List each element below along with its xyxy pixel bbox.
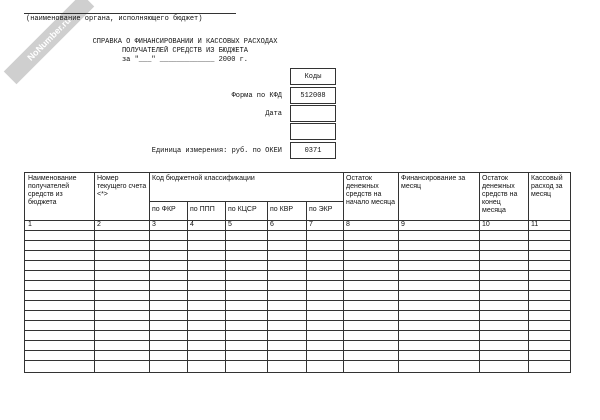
table-row	[25, 330, 570, 331]
col-divider	[149, 173, 150, 372]
header-balance-start: Остаток денежных средств на начало месяца	[346, 175, 396, 206]
unit-code-cell	[290, 142, 336, 159]
col-divider	[94, 173, 95, 372]
header-recipient-name: Наименование получателей средств из бюджета	[28, 175, 77, 206]
header-cash-expense: Кассовый расход за месяц	[531, 175, 563, 198]
doc-title-line1: СПРАВКА О ФИНАНСИРОВАНИИ И КАССОВЫХ РАСХОДАХ	[92, 38, 278, 46]
form-code-value: 512008	[300, 91, 326, 100]
table-row	[25, 300, 570, 301]
column-number: 11	[531, 221, 539, 228]
column-number: 10	[482, 221, 490, 228]
unit-code-value: 0371	[304, 146, 322, 155]
header-fkr: по ФКР	[152, 206, 176, 213]
blank-code-cell	[290, 123, 336, 140]
column-number: 2	[97, 221, 101, 228]
column-number: 9	[401, 221, 405, 228]
header-account-number: Номер текущего счета <*>	[97, 175, 147, 198]
form-label: Форма по КФД	[231, 92, 282, 100]
col-divider	[267, 201, 268, 372]
codes-header: Коды	[304, 72, 322, 81]
col-divider	[343, 173, 344, 372]
table-row	[25, 340, 570, 341]
date-code-cell	[290, 105, 336, 122]
table-row	[25, 360, 570, 361]
column-number: 4	[190, 221, 194, 228]
table-row	[25, 250, 570, 251]
column-number: 1	[28, 221, 32, 228]
finance-table	[24, 172, 571, 373]
date-label: Дата	[265, 110, 282, 118]
table-row	[25, 280, 570, 281]
org-caption: (наименование органа, исполняющего бюджет)	[26, 15, 203, 23]
column-number: 7	[309, 221, 313, 228]
table-row	[25, 260, 570, 261]
table-row	[25, 320, 570, 321]
col-divider	[187, 201, 188, 372]
codes-header-cell	[290, 68, 336, 85]
col-divider	[398, 173, 399, 372]
table-row	[25, 270, 570, 271]
header-ekr: по ЭКР	[309, 206, 333, 213]
col-divider	[479, 173, 480, 372]
table-row	[25, 290, 570, 291]
table-row	[25, 310, 570, 311]
col-divider	[306, 201, 307, 372]
header-kcsr: по КЦСР	[228, 206, 257, 213]
subheader-divider	[149, 201, 343, 202]
col-divider	[225, 201, 226, 372]
unit-label: Единица измерения: руб. по ОКЕИ	[151, 147, 282, 155]
header-kvr: по КВР	[270, 206, 294, 213]
column-number: 6	[270, 221, 274, 228]
number-row-divider	[25, 230, 570, 231]
doc-period-line: за "___" _____________ 2000 г.	[121, 56, 249, 64]
header-balance-end: Остаток денежных средств на конец месяца	[482, 175, 518, 214]
header-ppp: по ППП	[190, 206, 215, 213]
column-number: 8	[346, 221, 350, 228]
header-budget-classification: Код бюджетной классификации	[152, 175, 255, 182]
table-row	[25, 350, 570, 351]
doc-title-line2: ПОЛУЧАТЕЛЕЙ СРЕДСТВ ИЗ БЮДЖЕТА	[121, 47, 249, 55]
column-number: 3	[152, 221, 156, 228]
header-financing: Финансирование за месяц	[401, 175, 466, 190]
form-code-cell	[290, 87, 336, 104]
column-number: 5	[228, 221, 232, 228]
col-divider	[528, 173, 529, 372]
org-name-line	[24, 13, 236, 14]
watermark-ribbon: NoNumber.ru	[4, 0, 95, 84]
table-row	[25, 240, 570, 241]
